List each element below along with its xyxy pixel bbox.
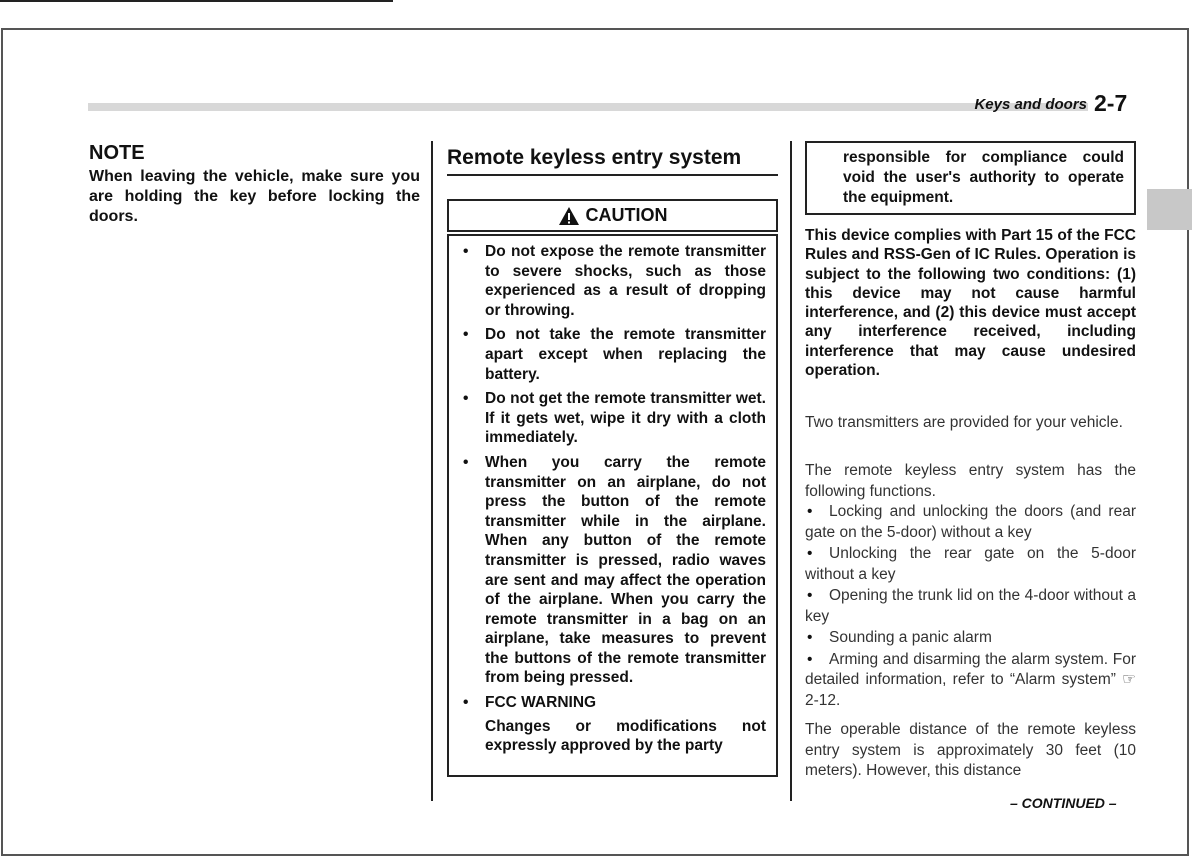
function-item: • Unlocking the rear gate on the 5-door without a key (805, 545, 1136, 583)
top-rule (0, 0, 393, 2)
caution-item: • Do not take the remote transmitter apart except when replacing the battery. (459, 325, 766, 384)
functions-intro: The remote keyless entry system has the following functions. (805, 462, 1136, 500)
caution-label: CAUTION (585, 205, 668, 225)
transmitters-paragraph: Two transmitters are provided for your vehicle. (805, 414, 1123, 431)
fcc-warning-heading: • FCC WARNING (459, 693, 766, 713)
note-heading: NOTE (89, 142, 145, 164)
fcc-warning-text: Changes or modifications not expressly approved by the party (485, 717, 766, 755)
page-number: 2-7 (1094, 90, 1128, 116)
functions-section (805, 461, 1136, 712)
continued-caution-box: responsible for compliance could void the user's authority to operate the equipment. (805, 141, 1136, 215)
chapter-tab (1147, 189, 1192, 230)
caution-item: • Do not expose the remote transmitter to severe shocks, such as those experienced as a result of dropping or throwing. (459, 242, 766, 320)
caution-list (459, 242, 766, 713)
note-text: When leaving the vehicle, make sure you are holding the key before locking the doors. (89, 168, 420, 225)
caution-item: • When you carry the remote transmitter on an airplane, do not press the button of the remote transmitter while in the airplane. When any button of the remote transmitter is pressed, radio waves are sent and may affect the operation of the airplane. When you carry the remote transmitter in a bag on an airplane, take measures to prevent the buttons of the remote transmitter from being pressed. (459, 453, 766, 688)
column-divider-left (431, 141, 433, 801)
header-title: Keys and doors (974, 96, 1087, 113)
function-item: • Sounding a panic alarm (807, 629, 992, 646)
column-divider-right (790, 141, 792, 801)
caution-header (447, 199, 778, 232)
continued-label: – CONTINUED – (1010, 795, 1117, 811)
section-title: Remote keyless entry system (447, 146, 742, 169)
function-item: • Opening the trunk lid on the 4-door without a key (805, 587, 1136, 625)
caution-item: • Do not get the remote transmitter wet. If it gets wet, wipe it dry with a cloth immediately. (459, 389, 766, 448)
warning-triangle-icon (558, 206, 580, 226)
function-item: • Locking and unlocking the doors (and rear gate on the 5-door) without a key (805, 503, 1136, 541)
caution-box (447, 234, 778, 777)
function-item: • Arming and disarming the alarm system. For detailed information, refer to “Alarm system” ☞2-12. (805, 650, 1136, 709)
distance-paragraph: The operable distance of the remote keyless entry system is approximately 30 feet (10 meters). However, this distance (805, 721, 1136, 779)
section-title-rule (447, 174, 778, 176)
functions-list (805, 502, 1136, 711)
compliance-statement: This device complies with Part 15 of the FCC Rules and RSS-Gen of IC Rules. Operation is subject to the following two conditions: (1) this device may not cause harmful interference, and (2) this device must accept any interference received, including interference that may cause undesired operation. (805, 227, 1136, 380)
